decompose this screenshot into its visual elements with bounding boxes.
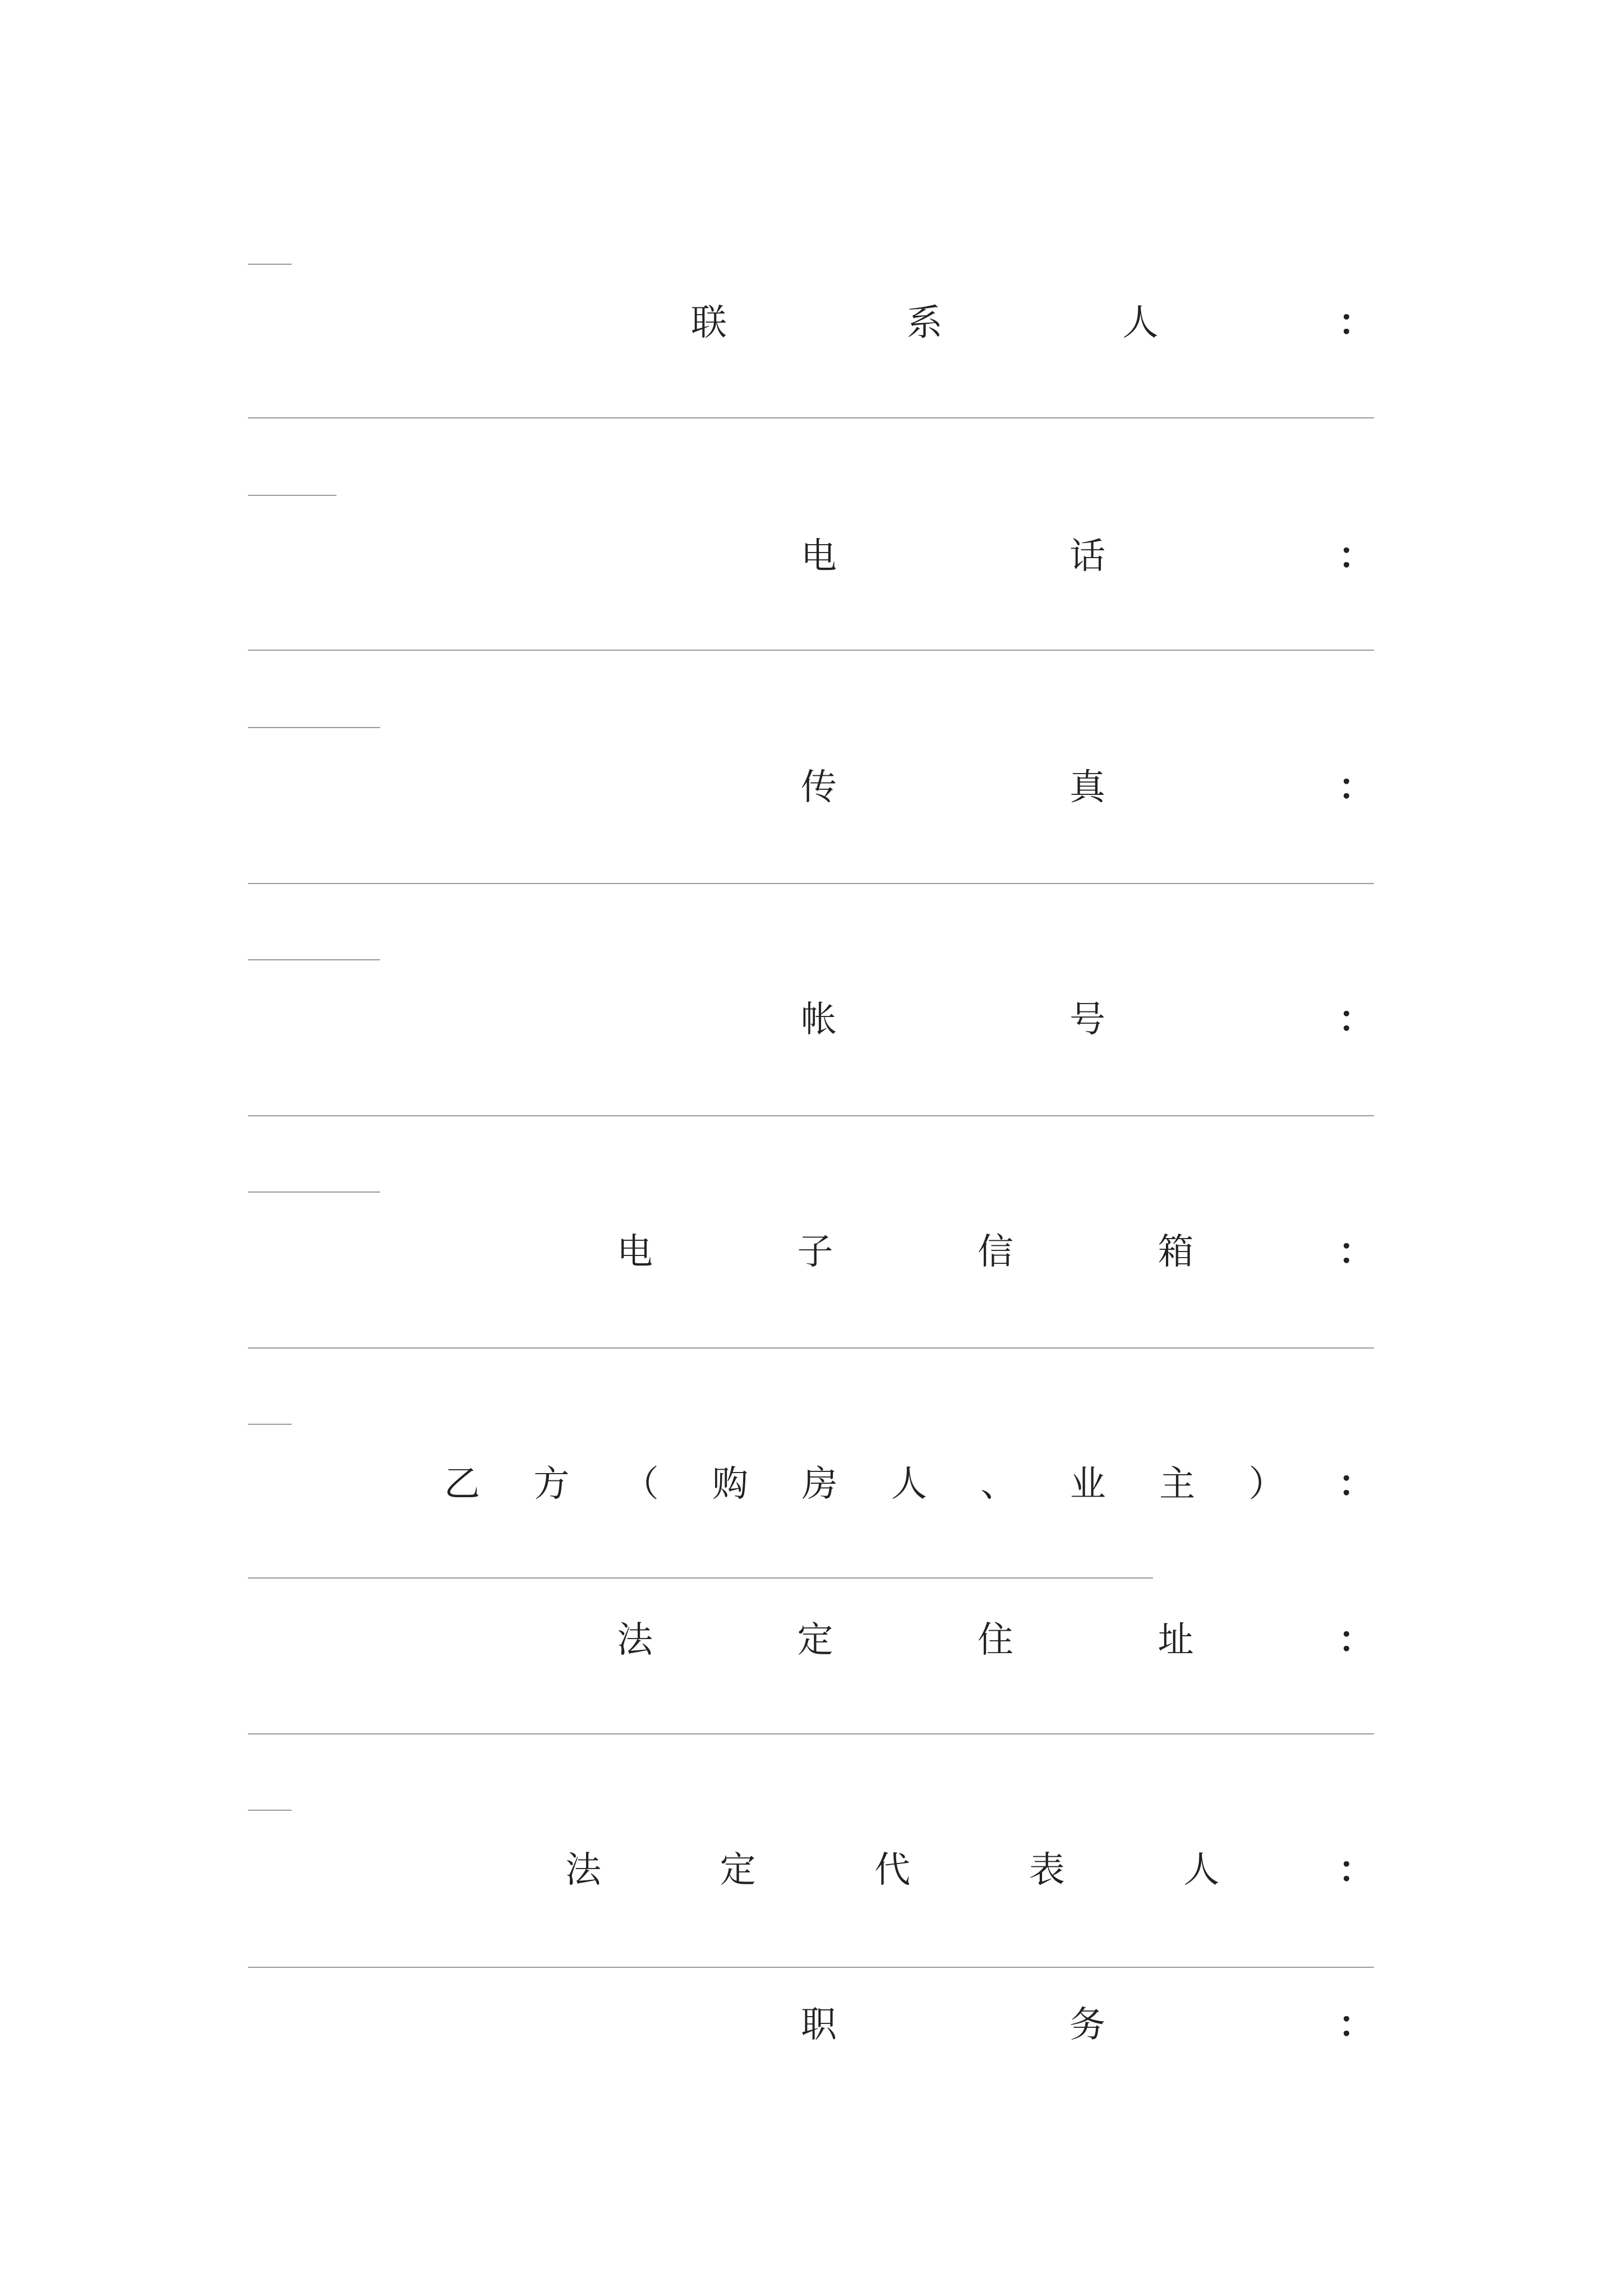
label-char: 定 [797,1619,833,1661]
field-party-b [444,1462,1374,1507]
fill-line [248,883,1374,884]
label-char: 传 [801,767,837,808]
colon: ： [1338,1849,1374,1891]
colon: ： [1338,1463,1374,1505]
label-char: 代 [874,1849,911,1891]
fill-line [248,1967,1374,1968]
label-char: 务 [1069,2004,1105,2046]
label-char: 乙 [444,1464,480,1505]
field-email [617,1230,1374,1274]
colon: ： [1338,1619,1374,1661]
label-char: 人 [1122,302,1159,344]
label-char: 人 [1183,1849,1220,1891]
label-char: 法 [565,1849,601,1891]
label-char: 方 [533,1464,570,1505]
fill-line-short [248,959,380,960]
label-char: 、 [980,1464,1017,1505]
fill-line [248,1577,1153,1579]
label-char: 联 [691,302,727,344]
label-char: 定 [720,1849,756,1891]
label-char: （ [623,1464,659,1505]
label-char: 话 [1069,536,1105,577]
fill-line-short [248,495,336,496]
label-char: 电 [617,1231,653,1273]
label-char: 购 [712,1464,749,1505]
field-contact-person [691,301,1374,346]
label-char: 真 [1069,767,1105,808]
colon: ： [1338,999,1374,1041]
label-char: 住 [978,1619,1013,1661]
label-char: 业 [1069,1464,1106,1505]
field-position [801,2003,1374,2047]
label-char: ） [1248,1464,1285,1505]
label-char: 房 [801,1464,838,1505]
label-char: 表 [1029,1849,1065,1891]
fill-line-short [248,1424,292,1425]
field-legal-address [617,1618,1374,1663]
fill-line-short [248,264,292,265]
label-char: 址 [1158,1619,1194,1661]
fill-line [248,1733,1374,1734]
label-char: 法 [617,1619,653,1661]
colon: ： [1338,766,1374,808]
label-char: 系 [906,302,943,344]
field-account [801,997,1374,1042]
field-phone [801,534,1374,579]
label-char: 电 [801,536,837,577]
label-char: 主 [1159,1464,1196,1505]
label-char: 信 [978,1231,1013,1273]
fill-line-short [248,1191,380,1193]
fill-line [248,1347,1374,1349]
colon: ： [1338,302,1374,344]
colon: ： [1338,2004,1374,2046]
label-char: 职 [801,2004,837,2046]
fill-line-short [248,727,380,728]
colon: ： [1338,1231,1374,1273]
label-char: 号 [1069,999,1105,1041]
label-char: 箱 [1158,1231,1194,1273]
fill-line [248,650,1374,651]
label-char: 子 [797,1231,833,1273]
field-legal-representative [565,1848,1374,1893]
colon: ： [1338,535,1374,577]
fill-line-short [248,1810,292,1811]
fill-line [248,1115,1374,1116]
label-char: 人 [891,1464,927,1505]
label-char: 帐 [801,999,837,1041]
field-fax [801,765,1374,810]
fill-line [248,417,1374,418]
